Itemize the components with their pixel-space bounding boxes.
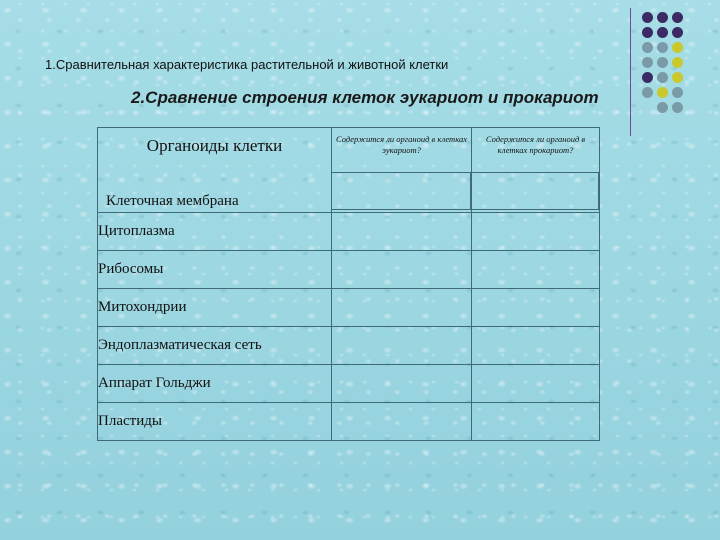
row-label-plastids: Пластиды	[98, 403, 332, 441]
decor-dot	[657, 42, 668, 53]
row-membrane-answer-cells	[331, 172, 599, 210]
decorative-dot-grid	[642, 12, 684, 114]
cell-eukaryotes[interactable]	[332, 289, 472, 327]
cell-prokaryotes[interactable]	[472, 365, 600, 403]
table-row	[98, 403, 600, 441]
cell-prokaryotes[interactable]	[472, 327, 600, 365]
decor-dot	[642, 87, 653, 98]
decor-dot	[642, 57, 653, 68]
decor-dot	[642, 102, 653, 113]
decor-dot	[657, 57, 668, 68]
decor-dot	[672, 72, 683, 83]
decor-dot	[672, 102, 683, 113]
decor-dot	[657, 87, 668, 98]
row-label-mitochondria: Митохондрии	[98, 289, 332, 327]
decor-dot	[672, 12, 683, 23]
decor-dot	[672, 27, 683, 38]
table-row	[98, 251, 600, 289]
decor-dot	[657, 72, 668, 83]
decor-dot	[657, 12, 668, 23]
cell-eukaryotes[interactable]	[332, 403, 472, 441]
header-organoids-cell	[98, 128, 332, 213]
cell-prokaryotes[interactable]	[472, 251, 600, 289]
decor-dot	[642, 27, 653, 38]
row-label-cytoplasm: Цитоплазма	[98, 213, 332, 251]
cell-eukaryotes[interactable]	[332, 213, 472, 251]
header-organoids: Органоиды клетки	[146, 136, 283, 155]
cell-eukaryotes[interactable]	[332, 327, 472, 365]
cell-prokaryotes[interactable]	[471, 172, 599, 210]
row-label-golgi: Аппарат Гольджи	[98, 365, 332, 403]
cell-prokaryotes[interactable]	[472, 289, 600, 327]
cell-prokaryotes[interactable]	[472, 213, 600, 251]
row-label-membrane: Клеточная мембрана	[106, 193, 239, 209]
cell-eukaryotes[interactable]	[332, 365, 472, 403]
row-label-er: Эндоплазматическая сеть	[98, 327, 332, 365]
table-row	[98, 327, 600, 365]
header-eukaryotes: Содержится ли органоид в клетках эукариот?	[332, 128, 472, 213]
decor-dot	[642, 72, 653, 83]
cell-eukaryotes[interactable]	[331, 172, 471, 210]
table-row	[98, 289, 600, 327]
decor-dot	[657, 102, 668, 113]
cell-prokaryotes[interactable]	[472, 403, 600, 441]
decor-dot	[657, 27, 668, 38]
table-row	[98, 365, 600, 403]
header-prokaryotes: Содержится ли органоид в клетках прокариот?	[472, 128, 600, 213]
cell-eukaryotes[interactable]	[332, 251, 472, 289]
slide-title-2: 2.Сравнение строения клеток эукариот и прокариот	[131, 88, 599, 107]
decor-dot	[672, 87, 683, 98]
decor-dot	[642, 12, 653, 23]
decor-dot	[672, 57, 683, 68]
decor-dot	[672, 42, 683, 53]
table-row	[98, 213, 600, 251]
decor-dot	[642, 42, 653, 53]
decorative-vertical-line	[630, 8, 631, 136]
slide-title-1: 1.Сравнительная характеристика растительной и животной клетки	[45, 57, 449, 72]
row-label-ribosomes: Рибосомы	[98, 251, 332, 289]
